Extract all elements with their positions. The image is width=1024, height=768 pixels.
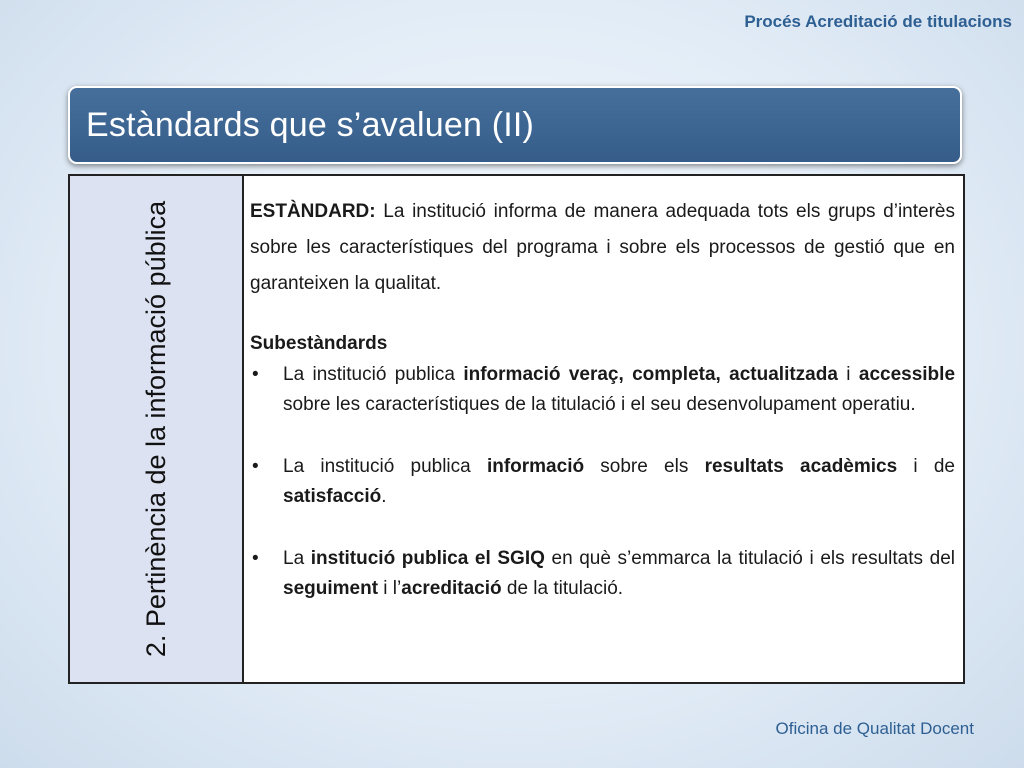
header-title: Procés Acreditació de titulacions: [744, 12, 1012, 31]
substandard-text: La institució publica el SGIQ en què s’emmarca la titulació i els resultats del seguiment i l’acreditació de la titulació.: [283, 548, 955, 599]
category-cell: [70, 176, 244, 682]
standard-paragraph: [250, 194, 955, 302]
standards-table: [68, 174, 965, 684]
bullet-icon: •: [252, 456, 259, 477]
bullet-icon: •: [252, 548, 259, 569]
substandards-list: [250, 360, 955, 604]
substandard-text: La institució publica informació veraç, completa, actualitzada i accessible sobre les característiques de la titulació i el seu desenvolupament operatiu.: [283, 364, 956, 415]
list-item: [250, 452, 955, 512]
slide-title-bar: [68, 86, 962, 164]
slide-title: Estàndards que s’avaluen (II): [86, 105, 535, 144]
standard-label: ESTÀNDARD:: [250, 201, 376, 222]
substandard-text: La institució publica informació sobre els resultats acadèmics i de satisfacció.: [283, 456, 955, 507]
category-label: 2. Pertinència de la informació pública: [141, 200, 171, 658]
standard-cell: [244, 176, 963, 682]
substandards-heading: Subestàndards: [250, 333, 388, 354]
footer-text: Oficina de Qualitat Docent: [775, 719, 974, 738]
list-item: [250, 360, 955, 420]
bullet-icon: •: [252, 364, 259, 385]
standard-text: La institució informa de manera adequada tots els grups d’interès sobre les característiques del programa i sobre els processos de gestió que en garanteixen la qualitat.: [250, 201, 955, 294]
list-item: [250, 544, 955, 604]
